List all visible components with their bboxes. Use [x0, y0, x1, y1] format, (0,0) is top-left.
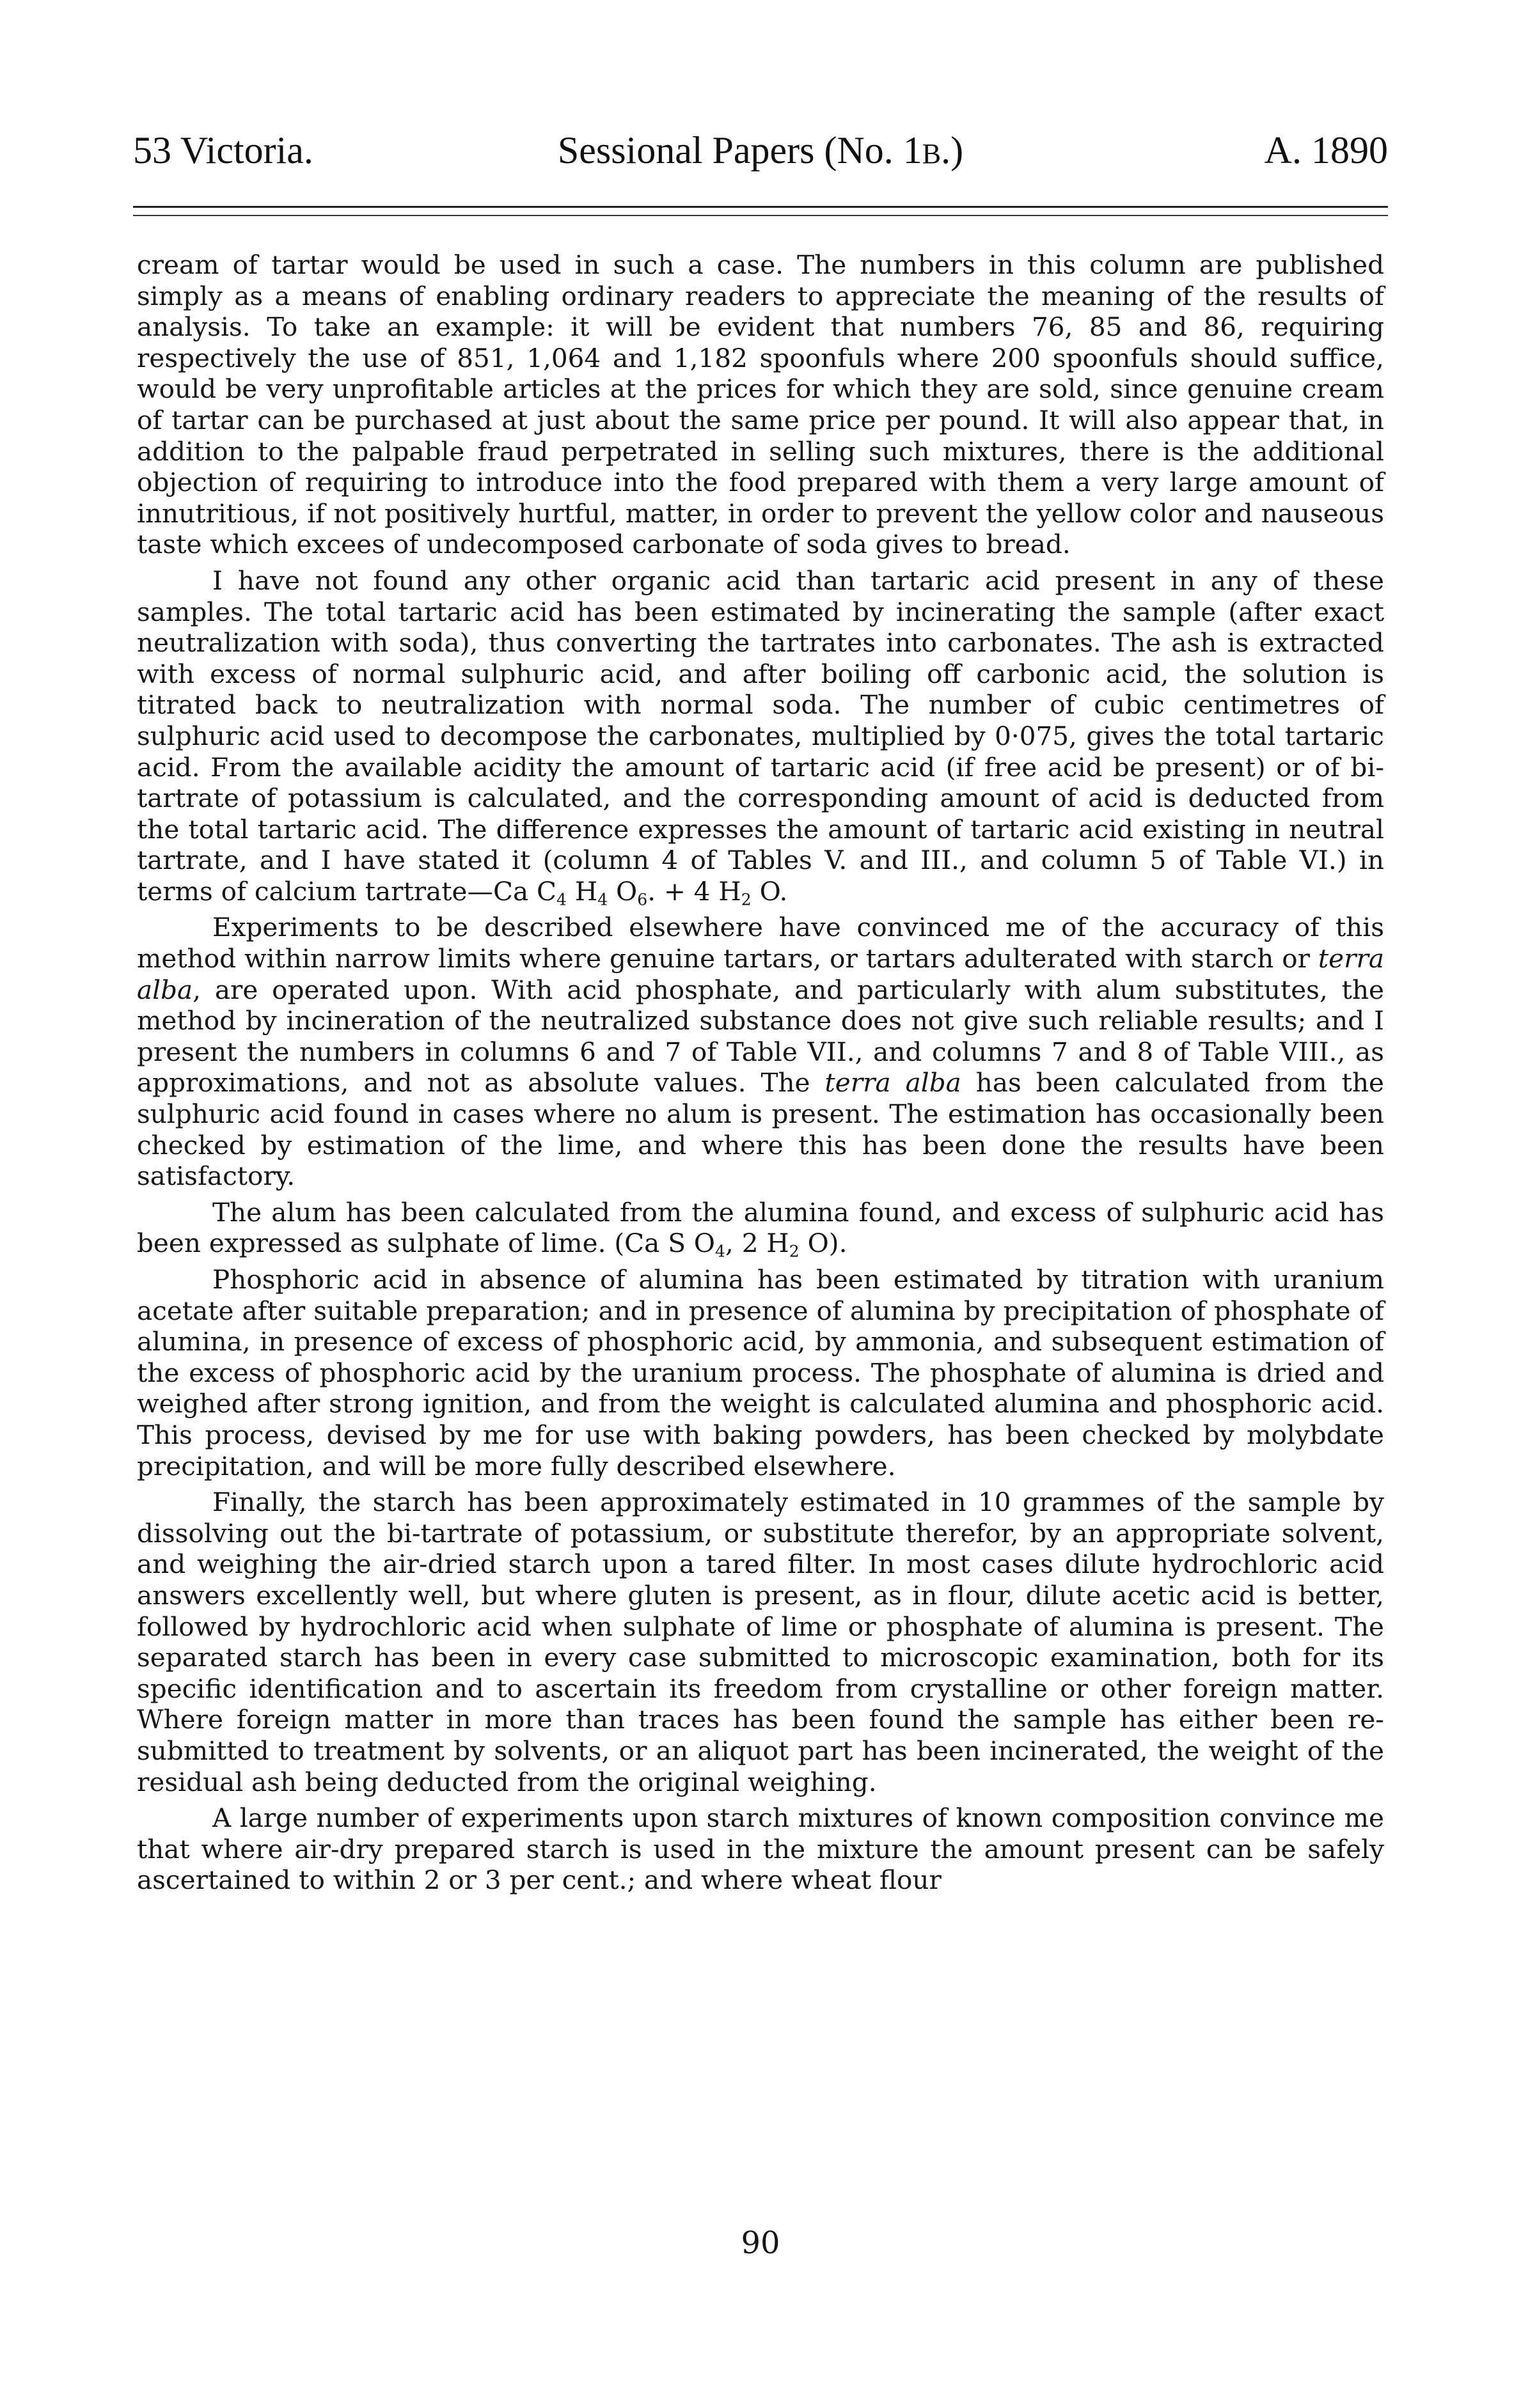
paragraph-6: Finally, the starch has been approximately estimated in 10 grammes of the sample by dissolving out the bi-tartrate of potassium, or substitute therefor, by an appropriate solvent, and weighing the air-dried starch upon a tared filter. In most cases dilute hydrochloric acid answers excellently well, but where gluten is present, as in flour, dilute acetic acid is better, followed by hydrochloric acid when sulphate of lime or phosphate of alumina is present. The separated starch has been in every case submitted to microscopic examination, both for its specific identification and to ascertain its freedom from crystalline or other foreign matter. Where foreign matter in more than traces has been found the sample has either been re-submitted to treatment by solvents, or an aliquot part has been incinerated, the weight of the residual ash being deducted from the original weighing. — [137, 1487, 1384, 1797]
formula-text: , 2 H — [725, 1228, 789, 1259]
running-header — [133, 125, 1388, 176]
formula-text: H — [566, 875, 598, 907]
header-title-smallcaps: B — [922, 138, 942, 169]
paragraph-7: A large number of experiments upon starch mixtures of known composition convince me that where air-dry prepared starch is used in the mixture the amount present can be safely ascertained to within 2 or 3 per cent.; and where wheat flour — [137, 1802, 1384, 1896]
page-number: 90 — [741, 2225, 780, 2261]
paragraph-2 — [137, 565, 1384, 907]
body-text — [137, 249, 1384, 1901]
formula-sub: 6 — [637, 890, 648, 909]
paragraph-4 — [137, 1197, 1384, 1259]
formula-text: . + 4 H — [647, 875, 741, 907]
paragraph-3 — [137, 912, 1384, 1191]
paragraph-3-text: has been calculated from the sulphuric acid found in cases where no alum is present. The estimation has occasionally been checked by estimation of the lime, and where this has been done the results have been satisfactory. — [137, 1067, 1384, 1192]
paragraph-2-text: I have not found any other organic acid than tartaric acid present in any of these samples. The total tartaric acid has been estimated by incinerating the sample (after exact neutralization with soda), thus converting the tartrates into carbonates. The ash is extracted with excess of normal sulphuric acid, and after boiling off carbonic acid, the solution is titrated back to neutralization with normal soda. The number of cubic centimetres of sulphuric acid used to decompose the carbonates, multiplied by 0·075, gives the total tartaric acid. From the available acidity the amount of tartaric acid (if free acid be present) or of bi-tartrate of potassium is calculated, and the corresponding amount of acid is deducted from the total tartaric acid. The difference expresses the amount of tartaric acid existing in neutral tartrate, and I have stated it (column 4 of Tables V. and III., and column 5 of Table VI.) in terms of calcium tartrate—Ca C — [137, 565, 1384, 907]
italic-term: terra alba — [824, 1067, 961, 1098]
italic-term: terra alba — [137, 943, 1384, 1005]
paragraph-4-text: The alum has been calculated from the alumina found, and excess of sulphuric acid has been expressed as sulphate of lime. (Ca S O — [137, 1196, 1384, 1259]
formula-sub: 4 — [715, 1242, 725, 1261]
header-title-end: .) — [941, 129, 964, 171]
formula-text: O). — [799, 1228, 847, 1259]
header-double-rule — [133, 206, 1388, 216]
formula-sub: 2 — [789, 1242, 800, 1261]
header-year: A. 1890 — [1264, 129, 1388, 171]
paragraph-3-text: , are operated upon. With acid phosphate, and particularly with alum substitutes, the method by incineration of the neutralized substance does not give such reliable results; and I present the numbers in columns 6 and 7 of Table VII., and columns 7 and 8 of Table VIII., as approximations, and not as absolute values. The — [137, 974, 1384, 1098]
paragraph-3-text: Experiments to be described elsewhere have convinced me of the accuracy of this method within narrow limits where genuine tartars, or tartars adulterated with starch or — [137, 912, 1384, 974]
paragraph-5: Phosphoric acid in absence of alumina has been estimated by titration with uranium acetate after suitable preparation; and in presence of alumina by precipitation of phosphate of alumina, in presence of excess of phosphoric acid, by ammonia, and subsequent estimation of the excess of phosphoric acid by the uranium process. The phosphate of alumina is dried and weighed after strong ignition, and from the weight is calculated alumina and phosphoric acid. This process, devised by me for use with baking powders, has been checked by molybdate precipitation, and will be more fully described elsewhere. — [137, 1264, 1384, 1482]
header-session: 53 Victoria. — [133, 129, 313, 171]
formula-text: O. — [751, 875, 788, 907]
header-title-text: Sessional Papers (No. 1 — [557, 129, 922, 171]
paragraph-1: cream of tartar would be used in such a case. The numbers in this column are published simply as a means of enabling ordinary readers to appreciate the meaning of the results of analysis. To take an example: it will be evident that numbers 76, 85 and 86, requiring respectively the use of 851, 1,064 and 1,182 spoonfuls where 200 spoonfuls should suffice, would be very unprofitable articles at the prices for which they are sold, since genuine cream of tartar can be purchased at just about the same price per pound. It will also appear that, in addition to the palpable fraud perpetrated in selling such mixtures, there is the additional objection of requiring to introduce into the food prepared with them a very large amount of innutritious, if not positively hurtful, matter, in order to prevent the yellow color and nauseous taste which excees of undecomposed carbonate of soda gives to bread. — [137, 249, 1384, 560]
header-title — [133, 125, 1388, 180]
formula-sub: 2 — [741, 890, 752, 909]
formula-text: O — [608, 875, 638, 907]
formula-sub: 4 — [597, 890, 608, 909]
formula-sub: 4 — [556, 890, 567, 909]
